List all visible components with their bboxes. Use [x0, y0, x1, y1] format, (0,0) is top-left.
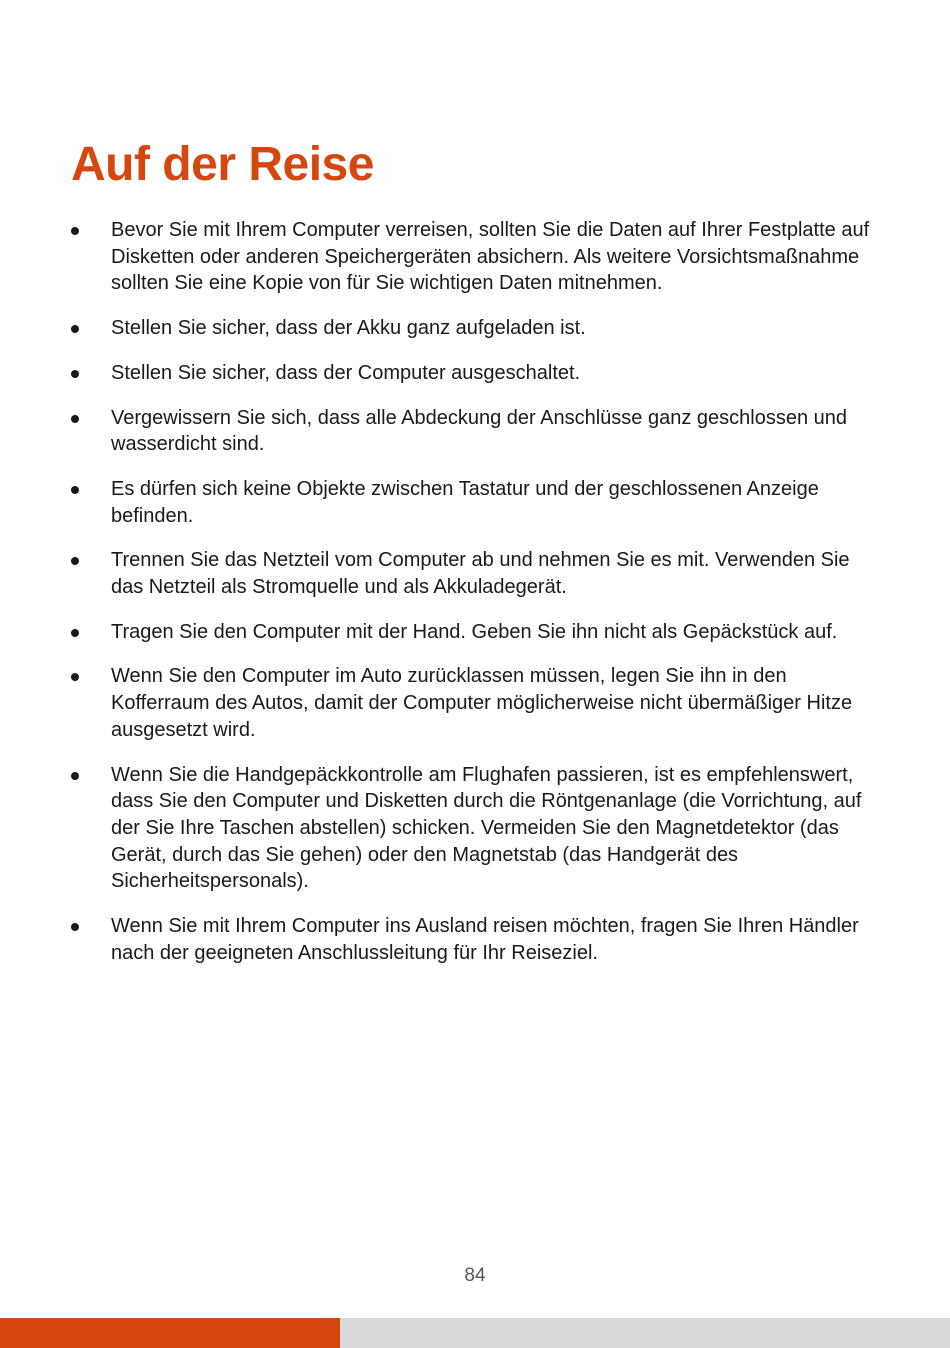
list-item [71, 360, 883, 387]
list-item [71, 315, 883, 342]
bullet-icon [71, 923, 79, 931]
list-item [71, 476, 883, 529]
list-item-text: Bevor Sie mit Ihrem Computer verreisen, sollten Sie die Daten auf Ihrer Festplatte auf Disketten oder anderen Speichergeräten absichern. Als weitere Vorsichtsmaßnahme sollten Sie eine Kopie von für Sie wichtigen Daten mitnehmen. [111, 219, 870, 295]
list-item [71, 217, 883, 297]
list-item-text: Es dürfen sich keine Objekte zwischen Tastatur und der geschlossenen Anzeige befinden. [111, 477, 819, 527]
list-item-text: Trennen Sie das Netzteil vom Computer ab und nehmen Sie es mit. Verwenden Sie das Netzteil als Stromquelle und als Akkuladegerät. [111, 549, 850, 599]
list-item-text: Vergewissern Sie sich, dass alle Abdeckung der Anschlüsse ganz geschlossen und wasserdicht sind. [111, 406, 848, 456]
bullet-list [71, 217, 883, 984]
list-item-text: Stellen Sie sicher, dass der Akku ganz aufgeladen ist. [111, 317, 586, 340]
list-item-text: Stellen Sie sicher, dass der Computer ausgeschaltet. [111, 361, 581, 384]
bullet-icon [71, 629, 79, 637]
bullet-icon [71, 415, 79, 423]
bullet-icon [71, 325, 79, 333]
footer-bar [0, 1318, 950, 1348]
page-title: Auf der Reise [71, 138, 374, 191]
list-item-text: Wenn Sie mit Ihrem Computer ins Ausland reisen möchten, fragen Sie Ihren Händler nach der geeigneten Anschlussleitung für Ihr Reiseziel. [111, 915, 859, 964]
list-item [71, 547, 883, 600]
bullet-icon [71, 772, 79, 780]
bullet-icon [71, 227, 79, 235]
list-item-text: Wenn Sie die Handgepäckkontrolle am Flughafen passieren, ist es empfehlenswert, dass Sie den Computer und Disketten durch die Röntgenanlage (die Vorrichtung, auf der Sie Ihre Taschen abstellen) schicken. Vermeiden Sie den Magnetdetektor (das Gerät, durch das Sie gehen) oder den Magnetstab (das Handgerät des Sicherheitspersonals). [111, 763, 862, 893]
list-item [71, 405, 883, 458]
list-item [71, 762, 883, 896]
footer-accent-stripe [0, 1318, 340, 1348]
bullet-icon [71, 673, 79, 681]
bullet-icon [71, 557, 79, 565]
list-item [71, 619, 883, 646]
page-number: 84 [464, 1265, 486, 1286]
bullet-icon [71, 486, 79, 494]
list-item-text: Tragen Sie den Computer mit der Hand. Geben Sie ihn nicht als Gepäckstück auf. [111, 620, 838, 643]
footer-gray-stripe [340, 1318, 950, 1348]
list-item [71, 663, 883, 743]
list-item-text: Wenn Sie den Computer im Auto zurücklassen müssen, legen Sie ihn in den Kofferraum des Autos, damit der Computer möglicherweise nicht übermäßiger Hitze ausgesetzt wird. [111, 665, 853, 741]
bullet-icon [71, 370, 79, 378]
list-item [71, 913, 883, 966]
